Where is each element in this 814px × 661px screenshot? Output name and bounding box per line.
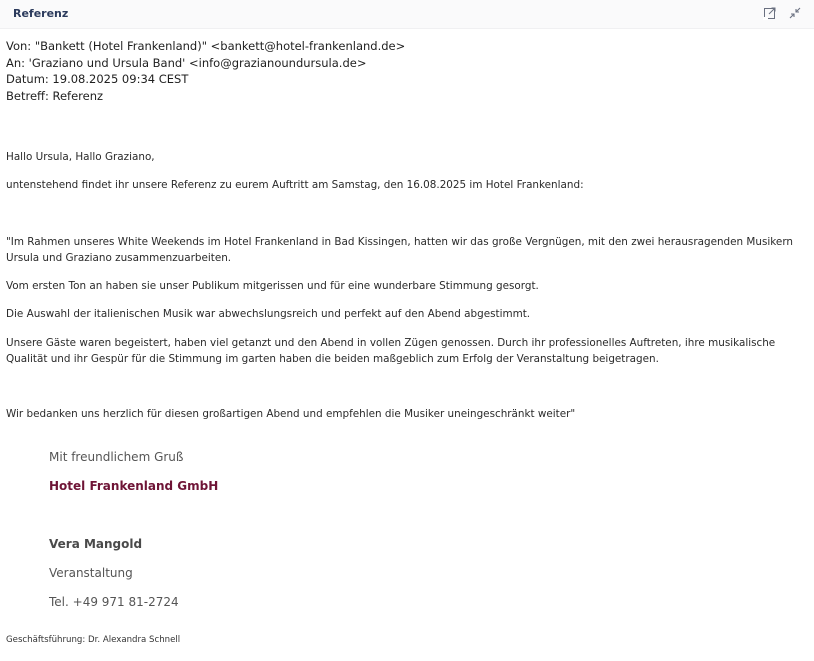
- header-from: Von: "Bankett (Hotel Frankenland)" <bankett@hotel-frankenland.de>: [6, 39, 406, 53]
- pop-out-icon[interactable]: [762, 5, 778, 21]
- reference-paragraph-4: Unsere Gäste waren begeistert, haben viel getanzt und den Abend in vollen Zügen genossen. Durch ihr professionelles Auftreten, ihre musikalische Qualität und ihr Gespür für die Stimmung im garten haben die beiden maßgeblich zum Erfolg der Veranstaltung beigetragen.: [6, 337, 776, 365]
- reference-paragraph-2: Vom ersten Ton an haben sie unser Publikum mitgerissen und für eine wunderbare Stimmung gesorgt.: [6, 280, 539, 292]
- signature-department: Veranstaltung: [49, 566, 133, 580]
- intro-paragraph: untenstehend findet ihr unsere Referenz zu eurem Auftritt am Samstag, den 16.08.2025 im Hotel Frankenland:: [6, 179, 584, 191]
- signature-name: Vera Mangold: [49, 537, 143, 551]
- footer-management: Geschäftsführung: Dr. Alexandra Schnell: [6, 635, 181, 645]
- collapse-icon[interactable]: [787, 5, 803, 21]
- header-subject: Betreff: Referenz: [6, 89, 104, 103]
- window-titlebar: [0, 0, 814, 29]
- reference-paragraph-1: "Im Rahmen unseres White Weekends im Hotel Frankenland in Bad Kissingen, hatten wir das große Vergnügen, mit den zwei herausragenden Musikern Ursula und Graziano zusammenzuarbeiten.: [6, 236, 793, 264]
- greeting: Hallo Ursula, Hallo Graziano,: [6, 151, 155, 163]
- reference-paragraph-5: Wir bedanken uns herzlich für diesen großartigen Abend und empfehlen die Musiker uneingeschränkt weiter": [6, 408, 576, 420]
- signature-closing: Mit freundlichem Gruß: [49, 450, 184, 464]
- header-date: Datum: 19.08.2025 09:34 CEST: [6, 72, 189, 86]
- window-title: Referenz: [13, 7, 69, 20]
- signature-company: Hotel Frankenland GmbH: [49, 479, 219, 493]
- reference-paragraph-3: Die Auswahl der italienischen Musik war abwechslungsreich und perfekt auf den Abend abgestimmt.: [6, 308, 531, 320]
- header-to: An: 'Graziano und Ursula Band' <info@grazianoundursula.de>: [6, 56, 367, 70]
- signature-phone: Tel. +49 971 81-2724: [49, 595, 179, 609]
